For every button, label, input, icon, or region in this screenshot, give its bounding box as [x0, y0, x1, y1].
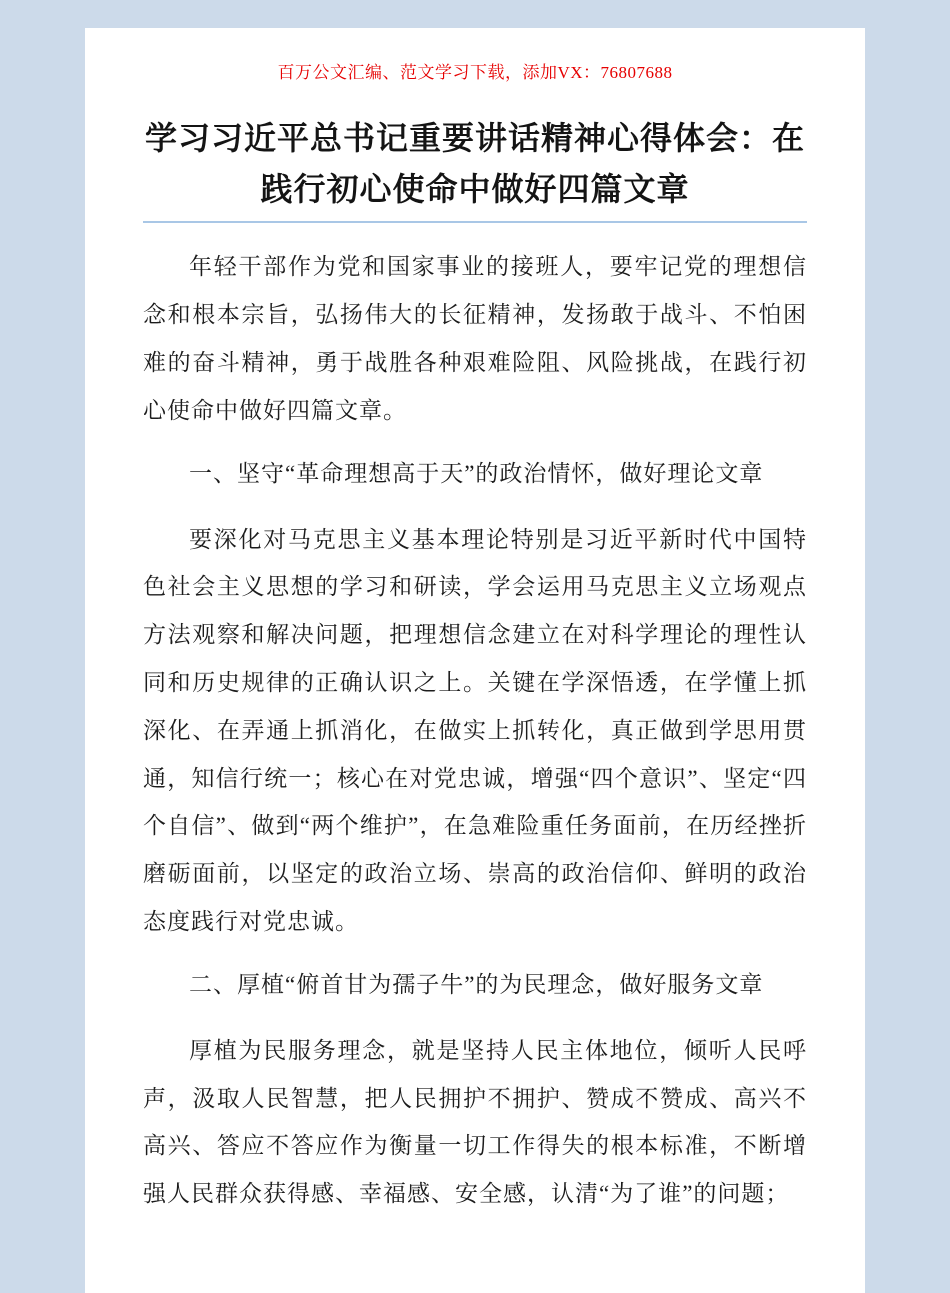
paragraph-section-2-body: 厚植为民服务理念，就是坚持人民主体地位，倾听人民呼声，汲取人民智慧，把人民拥护不拥护、赞成不赞成、高兴不高兴、答应不答应作为衡量一切工作得失的根本标准，不断增强人民群众获得感、幸福感、安全感，认清“为了谁”的问题； [143, 1037, 807, 1207]
promo-notice-text: 百万公文汇编、范文学习下载，添加VX：76807688 [277, 63, 673, 82]
document-title: 学习习近平总书记重要讲话精神心得体会：在践行初心使命中做好四篇文章 [144, 120, 805, 208]
section-heading-2: 二、厚植“俯首甘为孺子牛”的为民理念，做好服务文章 [189, 971, 764, 997]
section-heading-1: 一、坚守“革命理想高于天”的政治情怀，做好理论文章 [189, 460, 764, 486]
document-page [85, 28, 865, 1293]
paragraph-section-1-body: 要深化对马克思主义基本理论特别是习近平新时代中国特色社会主义思想的学习和研读，学会运用马克思主义立场观点方法观察和解决问题，把理想信念建立在对科学理论的理性认同和历史规律的正确认识之上。关键在学深悟透，在学懂上抓深化、在弄通上抓消化，在做实上抓转化，真正做到学思用贯通，知信行统一；核心在对党忠诚，增强“四个意识”、坚定“四个自信”、做到“两个维护”，在急难险重任务面前，在历经挫折磨砺面前，以坚定的政治立场、崇高的政治信仰、鲜明的政治态度践行对党忠诚。 [143, 526, 807, 935]
paragraph-intro: 年轻干部作为党和国家事业的接班人，要牢记党的理想信念和根本宗旨，弘扬伟大的长征精神，发扬敢于战斗、不怕困难的奋斗精神，勇于战胜各种艰难险阻、风险挑战，在践行初心使命中做好四篇文章。 [143, 254, 807, 423]
title-underline-divider [143, 221, 807, 223]
